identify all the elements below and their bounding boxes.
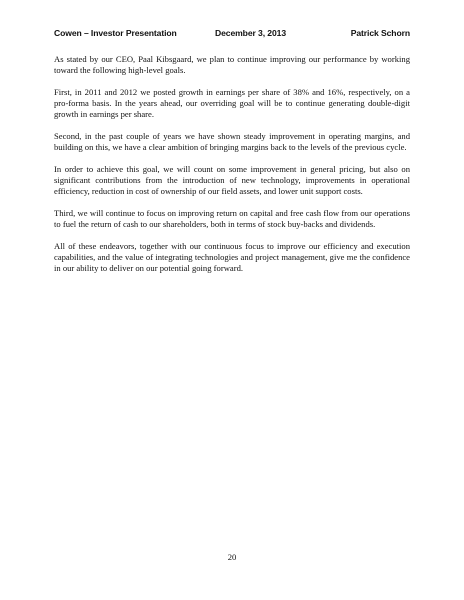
paragraph: First, in 2011 and 2012 we posted growth in earnings per share of 38% and 16%, respectively, on a pro-forma basis. In the years ahead, our overriding goal will be to continue generating double-digit growth in earnings per share.	[54, 87, 410, 119]
header-title: Cowen – Investor Presentation	[54, 28, 177, 38]
paragraph: Second, in the past couple of years we have shown steady improvement in operating margins, and building on this, we have a clear ambition of bringing margins back to the levels of the previous cycle.	[54, 131, 410, 152]
paragraph: In order to achieve this goal, we will count on some improvement in general pricing, but also on significant contributions from the introduction of new technology, improvements in operational efficiency, reduction in cost of ownership of our field assets, and lower unit support costs.	[54, 164, 410, 196]
document-body	[54, 54, 410, 285]
page-header	[54, 28, 410, 42]
paragraph: As stated by our CEO, Paal Kibsgaard, we plan to continue improving our performance by working toward the following high-level goals.	[54, 54, 410, 75]
paragraph: Third, we will continue to focus on improving return on capital and free cash flow from our operations to fuel the return of cash to our shareholders, both in terms of stock buy-backs and dividends.	[54, 208, 410, 229]
page-number: 20	[227, 552, 237, 562]
header-date: December 3, 2013	[215, 28, 287, 38]
paragraph: All of these endeavors, together with our continuous focus to improve our efficiency and execution capabilities, and the value of integrating technologies and project management, give me the confidence in our ability to deliver on our potential going forward.	[54, 241, 410, 273]
header-author: Patrick Schorn	[350, 28, 410, 38]
